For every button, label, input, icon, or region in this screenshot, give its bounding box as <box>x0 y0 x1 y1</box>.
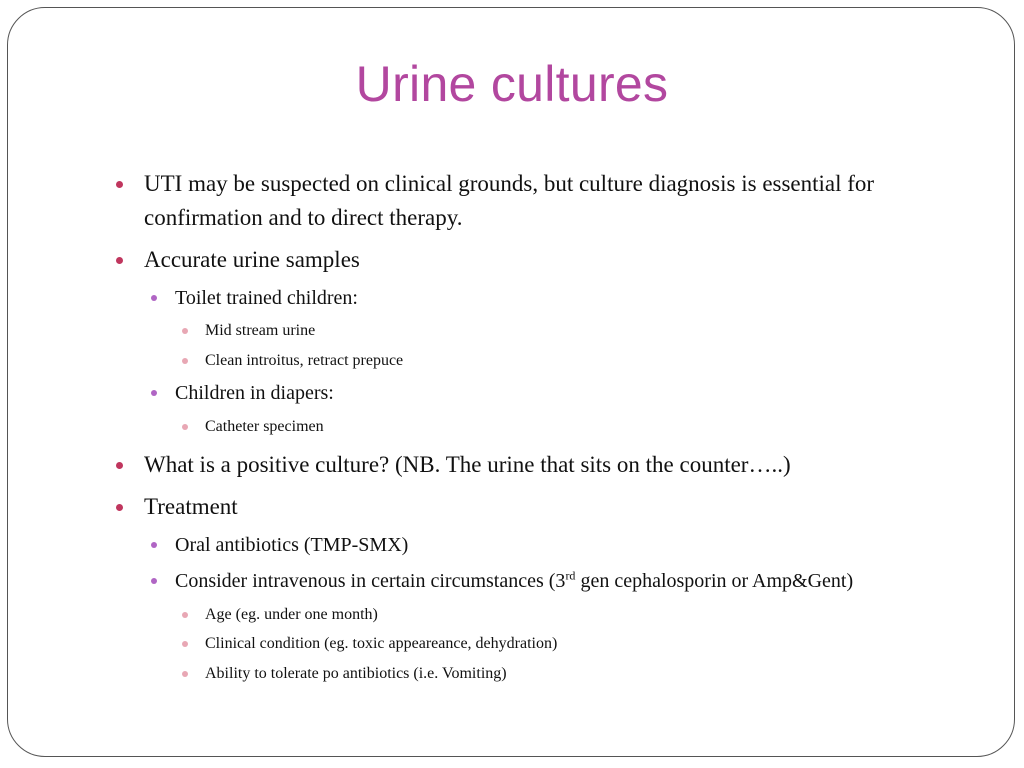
bullet-dot-icon <box>151 578 157 584</box>
subbullet-text <box>175 567 853 595</box>
bullet-dot-icon <box>116 257 123 264</box>
bullet-dot-icon <box>182 641 188 647</box>
subsubbullet-text: Mid stream urine <box>205 322 316 339</box>
bullet-dot-icon <box>182 671 188 677</box>
subsubbullet-text: Clean introitus, retract prepuce <box>205 352 404 369</box>
bullet-dot-icon <box>182 358 188 364</box>
subbullet-text: Oral antibiotics (TMP-SMX) <box>175 534 409 556</box>
bullet-text: What is a positive culture? (NB. The urine that sits on the counter…..) <box>144 452 791 477</box>
subbullet-text-part: gen cephalosporin or Amp&Gent) <box>575 570 854 592</box>
bullet-dot-icon <box>182 612 188 618</box>
subsubbullet-text: Ability to tolerate po antibiotics (i.e. Vomiting) <box>205 665 507 682</box>
subsubbullet-text: Clinical condition (eg. toxic appeareance, dehydration) <box>205 635 558 652</box>
bullet-dot-icon <box>182 328 188 334</box>
bullet-text: Treatment <box>144 494 238 519</box>
superscript-ordinal: rd <box>565 568 576 583</box>
bullet-dot-icon <box>182 424 188 430</box>
bullet-dot-icon <box>116 181 123 188</box>
bullet-text: UTI may be suspected on clinical grounds, but culture diagnosis is essential for <box>144 171 875 196</box>
subbullet-text: Children in diapers: <box>175 382 334 404</box>
subbullet-text-part: Consider intravenous in certain circumstances (3 <box>175 570 566 592</box>
bullet-dot-icon <box>151 542 157 548</box>
subbullet-text: Toilet trained children: <box>175 287 358 309</box>
bullet-text: Accurate urine samples <box>144 247 360 272</box>
subsubbullet-text: Catheter specimen <box>205 418 324 435</box>
bullet-dot-icon <box>116 462 123 469</box>
bullet-text-continuation: confirmation and to direct therapy. <box>144 205 463 230</box>
bullet-dot-icon <box>151 390 157 396</box>
bullet-dot-icon <box>116 504 123 511</box>
bullet-dot-icon <box>151 295 157 301</box>
slide-title: Urine cultures <box>355 56 669 112</box>
subsubbullet-text: Age (eg. under one month) <box>205 606 378 623</box>
